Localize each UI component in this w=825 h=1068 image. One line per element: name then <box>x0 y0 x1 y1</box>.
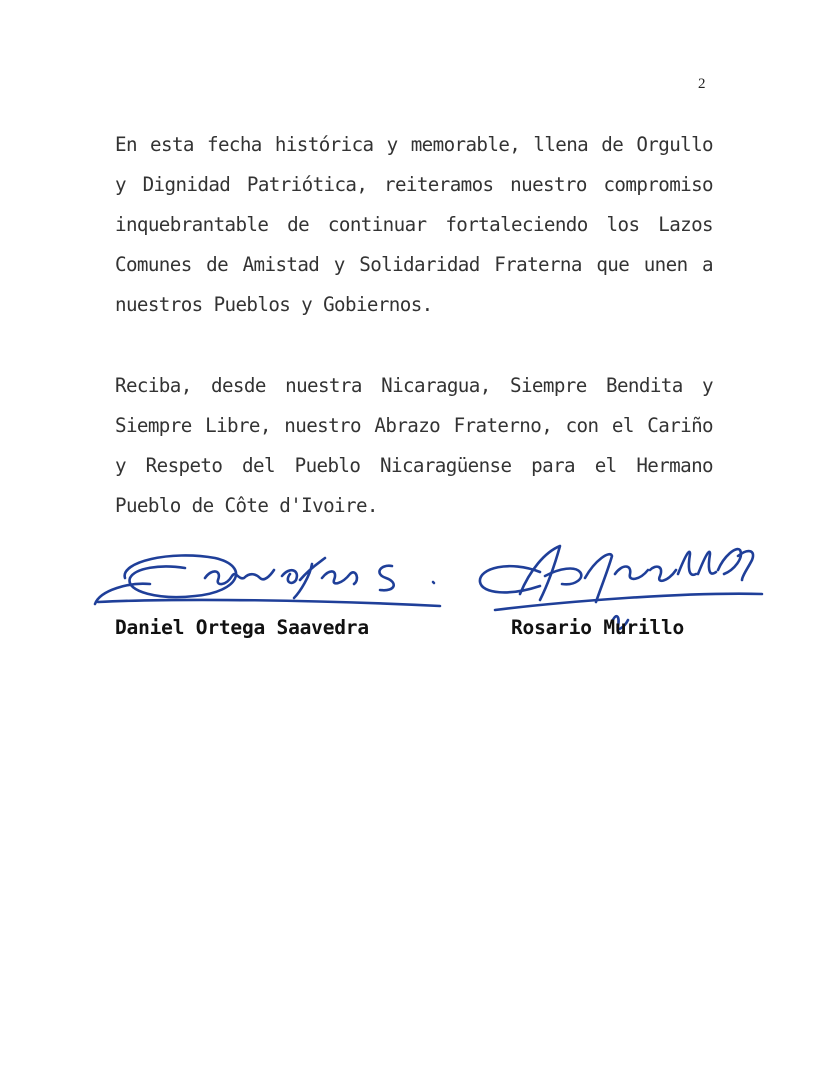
signatory-name-left: Daniel Ortega Saavedra <box>115 616 369 639</box>
signature-block <box>0 520 825 650</box>
paragraph-commitment: En esta fecha histórica y memorable, llena de Orgullo y Dignidad Patriótica, reiteramos nuestro compromiso inquebrantable de continuar fortaleciendo los Lazos Comunes de Amistad y Solidaridad Fraterna que unen a nuestros Pueblos y Gobiernos. <box>115 133 713 316</box>
signature-daniel-ortega <box>95 555 440 606</box>
paragraph-greeting: Reciba, desde nuestra Nicaragua, Siempre Bendita y Siempre Libre, nuestro Abrazo Fraterno, con el Cariño y Respeto del Pueblo Nicaragüense para el Hermano Pueblo de Côte d'Ivoire. <box>115 374 713 517</box>
signatory-name-right: Rosario Murillo <box>511 616 685 639</box>
page-number: 2 <box>698 76 706 92</box>
